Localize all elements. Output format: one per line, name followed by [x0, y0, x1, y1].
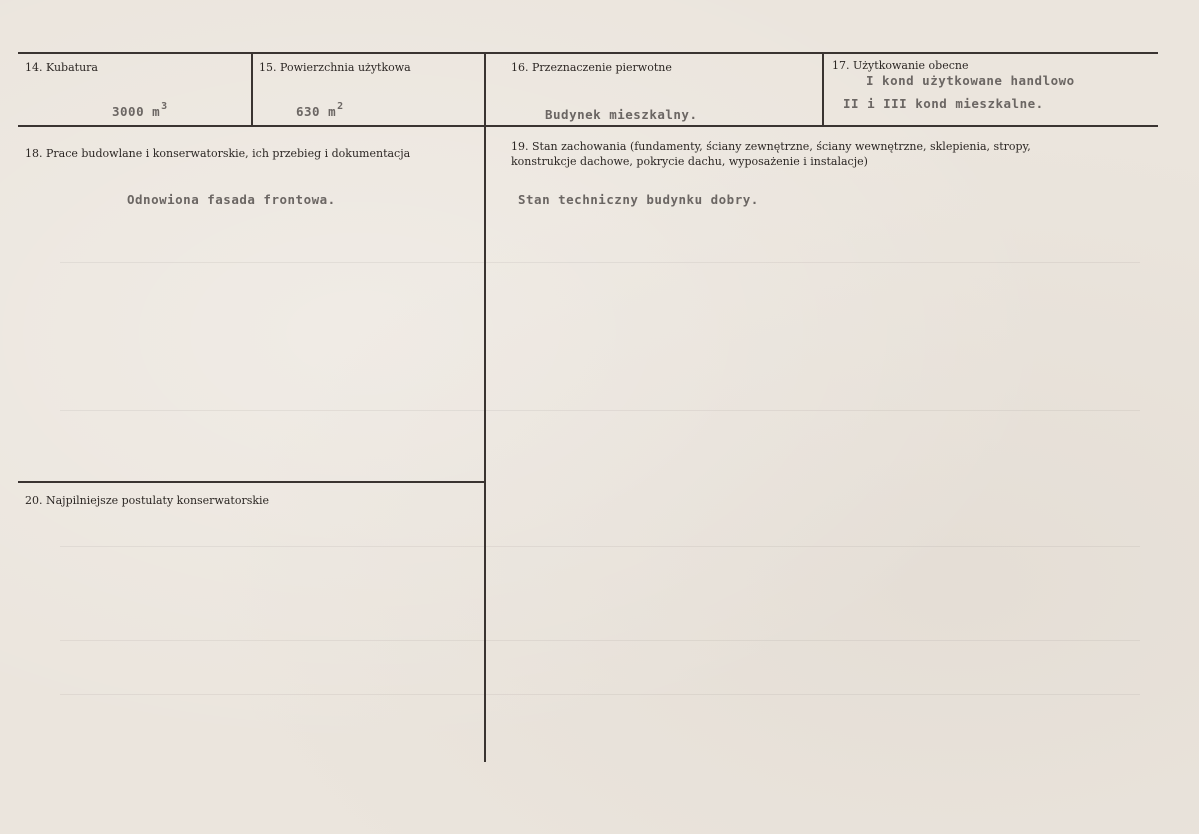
paper-texture — [60, 410, 1140, 411]
paper-texture — [60, 262, 1140, 263]
paper-texture — [60, 640, 1140, 641]
row-divider-1 — [18, 125, 1158, 127]
field-20-label: 20. Najpilniejsze postulaty konserwatorskie — [25, 494, 270, 507]
col-divider-main — [484, 52, 486, 762]
paper-texture — [60, 694, 1140, 695]
field-16-label: 16. Przeznaczenie pierwotne — [511, 61, 672, 74]
field-19-value: Stan techniczny budynku dobry. — [518, 192, 759, 207]
paper-texture — [60, 546, 1140, 547]
col-divider-14-15 — [251, 52, 253, 126]
field-16-value: Budynek mieszkalny. — [545, 107, 698, 122]
field-14-value: 3000 $m^3$ — [112, 101, 168, 119]
field-14-label: 14. Kubatura — [25, 61, 98, 74]
field-19-label-line1: 19. Stan zachowania (fundamenty, ściany zewnętrzne, ściany wewnętrzne, sklepienia, stropy, — [511, 140, 1031, 153]
col-divider-16-17 — [822, 52, 824, 126]
field-18-value: Odnowiona fasada frontowa. — [127, 192, 336, 207]
field-17-value-line1: I kond użytkowane handlowo — [866, 73, 1075, 88]
field-15-value: 630 $m^2$ — [296, 101, 344, 119]
field-17-label: 17. Użytkowanie obecne — [832, 59, 969, 72]
field-19-label-line2: konstrukcje dachowe, pokrycie dachu, wyposażenie i instalacje) — [511, 155, 868, 168]
top-rule — [18, 52, 1158, 54]
field-18-label: 18. Prace budowlane i konserwatorskie, ich przebieg i dokumentacja — [25, 147, 411, 160]
field-15-label: 15. Powierzchnia użytkowa — [259, 61, 411, 74]
row-divider-2 — [18, 481, 484, 483]
field-17-value-line2: II i III kond mieszkalne. — [843, 96, 1044, 111]
